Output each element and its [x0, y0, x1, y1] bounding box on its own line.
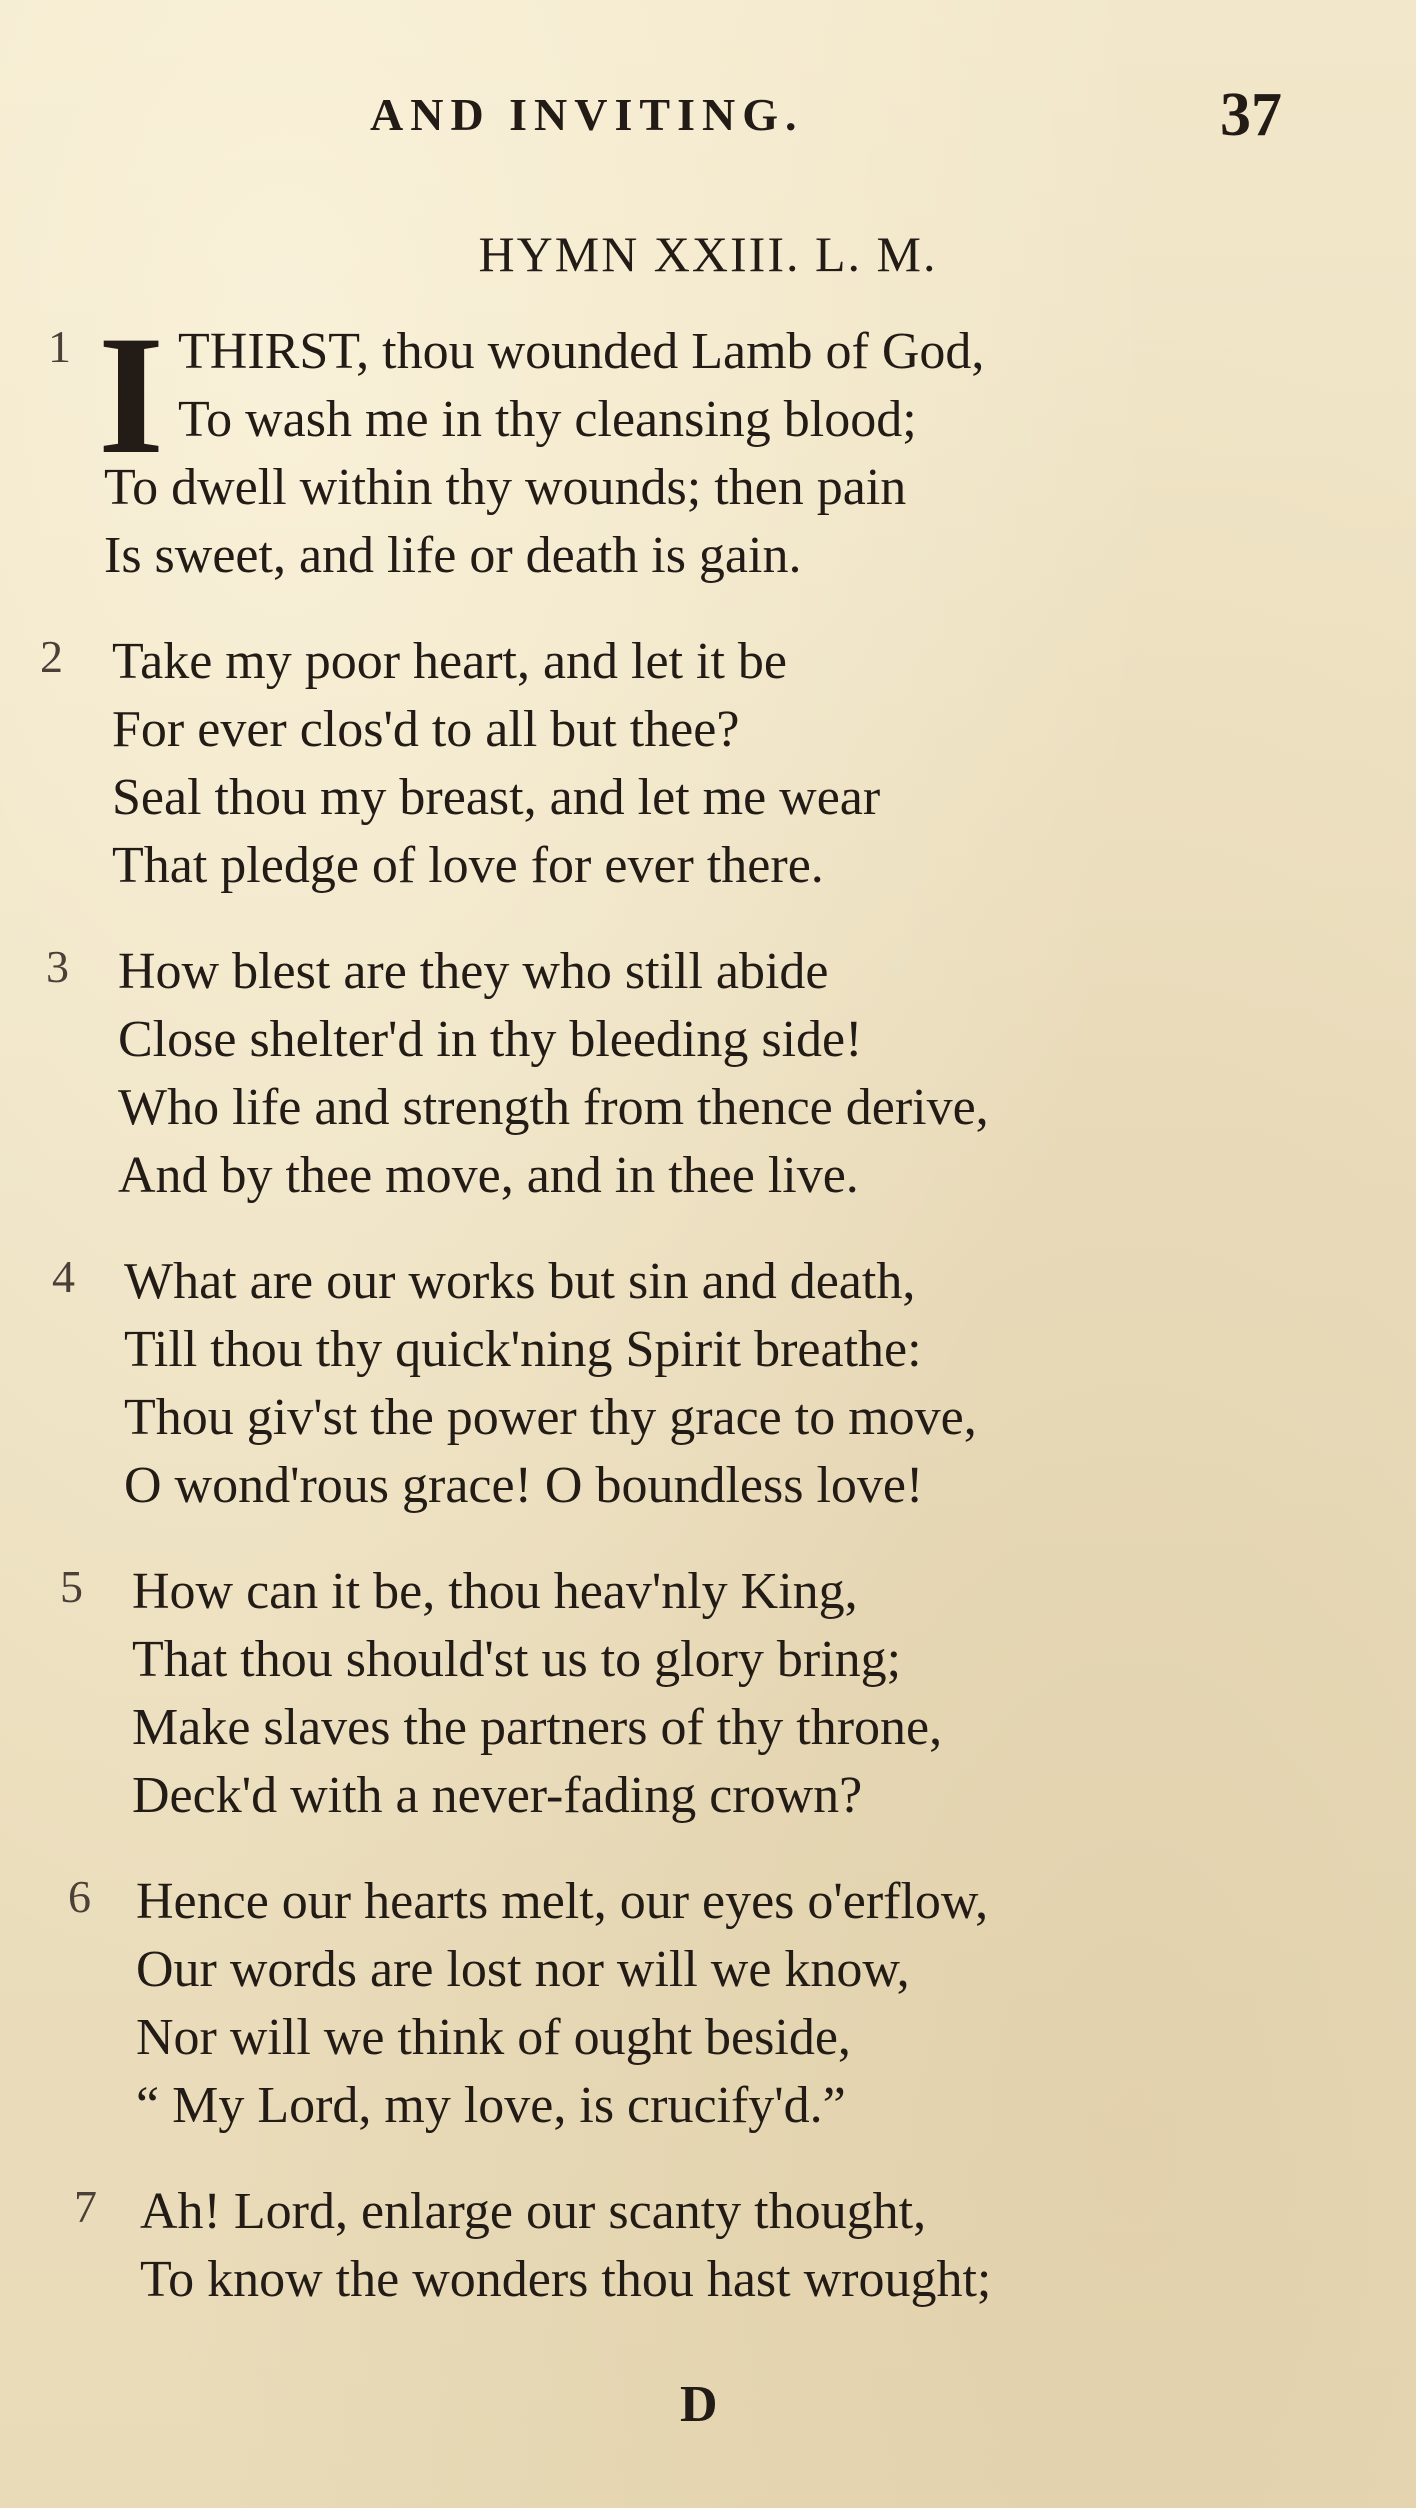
stanza-line: To dwell within thy wounds; then pain — [104, 459, 907, 516]
stanza-line: Take my poor heart, and let it be — [112, 633, 788, 690]
stanza-line: Till thou thy quick'ning Spirit breathe: — [124, 1321, 922, 1378]
stanza-line: How can it be, thou heav'nly King, — [132, 1563, 858, 1620]
stanza-line: For ever clos'd to all but thee? — [112, 701, 740, 758]
stanza-line: Ah! Lord, enlarge our scanty thought, — [140, 2183, 927, 2240]
hymn-title: HYMN XXIII. L. M. — [478, 226, 938, 282]
stanza-line: Thou giv'st the power thy grace to move, — [124, 1389, 977, 1446]
stanza-line: Is sweet, and life or death is gain. — [104, 527, 802, 584]
running-head: AND INVITING. — [370, 89, 804, 140]
signature-mark: D — [680, 2376, 718, 2433]
stanza-7 — [74, 2178, 1374, 2328]
verse-number: 3 — [46, 941, 69, 992]
verse-number: 1 — [48, 321, 71, 372]
stanza-line: That thou should'st us to glory bring; — [132, 1631, 902, 1688]
stanza-line: Deck'd with a never-fading crown? — [132, 1767, 863, 1824]
drop-cap: I — [98, 301, 165, 489]
stanza-line: To know the wonders thou hast wrought; — [140, 2251, 992, 2308]
stanza-line: What are our works but sin and death, — [124, 1253, 916, 1310]
verse-number: 4 — [52, 1251, 75, 1302]
verse-number: 2 — [40, 631, 63, 682]
stanza-line: Close shelter'd in thy bleeding side! — [118, 1011, 863, 1068]
stanza-1 — [48, 301, 1348, 598]
stanza-line: Hence our hearts melt, our eyes o'erflow, — [136, 1873, 989, 1930]
stanza-line: That pledge of love for ever there. — [112, 837, 824, 894]
stanza-line: O wond'rous grace! O boundless love! — [124, 1457, 924, 1514]
stanza-3 — [46, 938, 1346, 1218]
page-number: 37 — [1220, 81, 1282, 149]
stanza-line: Nor will we think of ought beside, — [136, 2009, 851, 2066]
verse-number: 7 — [74, 2181, 97, 2232]
stanza-line: Seal thou my breast, and let me wear — [112, 769, 881, 826]
stanza-line: And by thee move, and in thee live. — [118, 1147, 859, 1204]
stanza-2 — [40, 628, 1340, 908]
stanza-line: How blest are they who still abide — [118, 943, 829, 1000]
stanza-line: Our words are lost nor will we know, — [136, 1941, 910, 1998]
stanza-line: To wash me in thy cleansing blood; — [178, 391, 917, 448]
verse-number: 6 — [68, 1871, 91, 1922]
stanza-line: THIRST, thou wounded Lamb of God, — [178, 323, 985, 380]
stanza-line: “ My Lord, my love, is crucify'd.” — [136, 2077, 846, 2134]
stanza-4 — [52, 1248, 1352, 1528]
page-header — [0, 80, 1416, 150]
stanza-5 — [60, 1558, 1360, 1838]
stanza-6 — [68, 1868, 1368, 2148]
stanza-line: Make slaves the partners of thy throne, — [132, 1699, 943, 1756]
stanza-line: Who life and strength from thence derive, — [118, 1079, 989, 1136]
verse-number: 5 — [60, 1561, 83, 1612]
